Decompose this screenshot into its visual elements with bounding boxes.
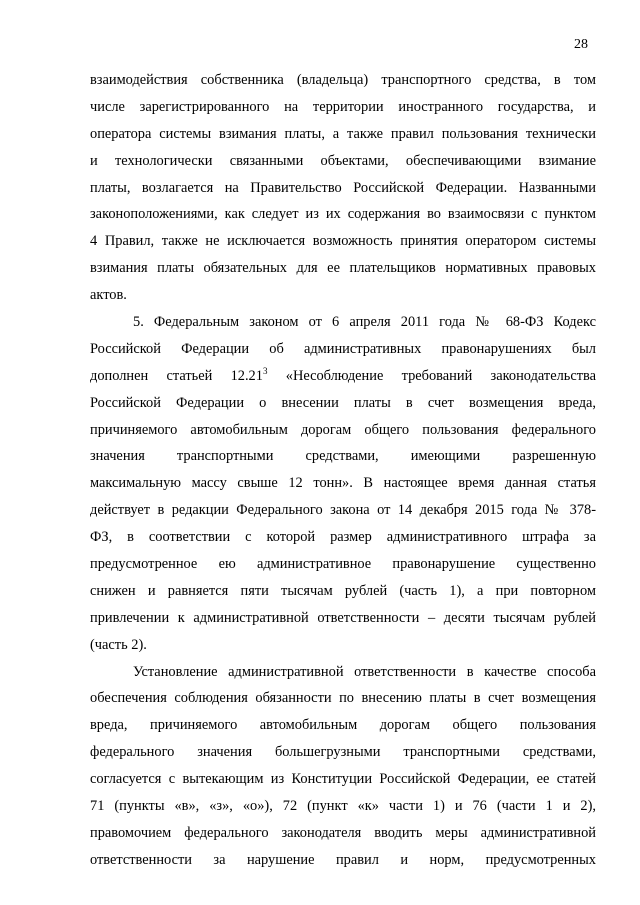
text-line: Установление административной ответственности в качестве способа [133,663,596,680]
text-line: Российской Федерации о внесении платы в счет возмещения вреда, [90,394,596,411]
text-line: 71 (пункты «в», «з», «о»), 72 (пункт «к» части 1) и 76 (части 1 и 2), [90,798,596,815]
text-line: 4 Правил, также не исключается возможность принятия оператором системы [90,233,596,250]
text-line: ФЗ, в соответствии с которой размер административного штрафа за [90,529,596,546]
text-line: обеспечения соблюдения обязанности по внесению платы в счет возмещения [90,690,596,707]
text-line: действует в редакции Федерального закона от 14 декабря 2015 года № 378- [90,502,596,519]
text-line: причиняемого автомобильным дорогам общего пользования федерального [90,421,596,438]
text-line: законоположениями, как следует из их содержания во взаимосвязи с пунктом [90,206,596,223]
text-line: согласуется с вытекающим из Конституции Российской Федерации, ее статей [90,771,596,788]
text-line: привлечении к административной ответственности – десяти тысячам рублей [90,609,596,626]
paragraph-1 [90,67,596,309]
text-line: взимания платы обязательных для ее плательщиков нормативных правовых [90,260,596,277]
document-body [90,67,596,874]
text-line: и технологически связанными объектами, обеспечивающими взимание [90,152,596,169]
text-line: правомочием федерального законодателя вводить меры административной [90,824,596,841]
footnote-mark: 3 [262,366,268,376]
text-line: оператора системы взимания платы, а также правил пользования технически [90,125,596,142]
text-line: вреда, причиняемого автомобильным дорогам общего пользования [90,717,596,734]
text-line: максимальную массу свыше 12 тонн». В настоящее время данная статья [90,475,596,492]
text-line: снижен и равняется пяти тысячам рублей (часть 1), а при повторном [90,582,596,599]
text-line: Российской Федерации об административных правонарушениях был [90,340,596,357]
paragraph-2 [90,309,596,659]
text-line: (часть 2). [90,636,147,653]
text-line-with-footnote [90,363,596,390]
paragraph-3 [90,659,596,874]
text-line: актов. [90,287,127,304]
text-line: взаимодействия собственника (владельца) транспортного средства, в том [90,72,596,88]
text-line: федерального значения большегрузными транспортными средствами, [90,744,596,761]
page-number: 28 [574,37,588,52]
text-line: платы, возлагается на Правительство Российской Федерации. Названными [90,179,596,196]
text-line: числе зарегистрированного на территории иностранного государства, и [90,98,596,115]
text-line: значения транспортными средствами, имеющими разрешенную [90,448,596,465]
text-segment: дополнен статьей 12.21 [90,367,263,384]
text-line: 5. Федеральным законом от 6 апреля 2011 года № 68-ФЗ Кодекс [133,314,596,331]
text-line: предусмотренное ею административное правонарушение существенно [90,556,596,573]
text-line: ответственности за нарушение правил и норм, предусмотренных [90,851,596,868]
text-segment: «Несоблюдение требований законодательства [285,367,596,384]
